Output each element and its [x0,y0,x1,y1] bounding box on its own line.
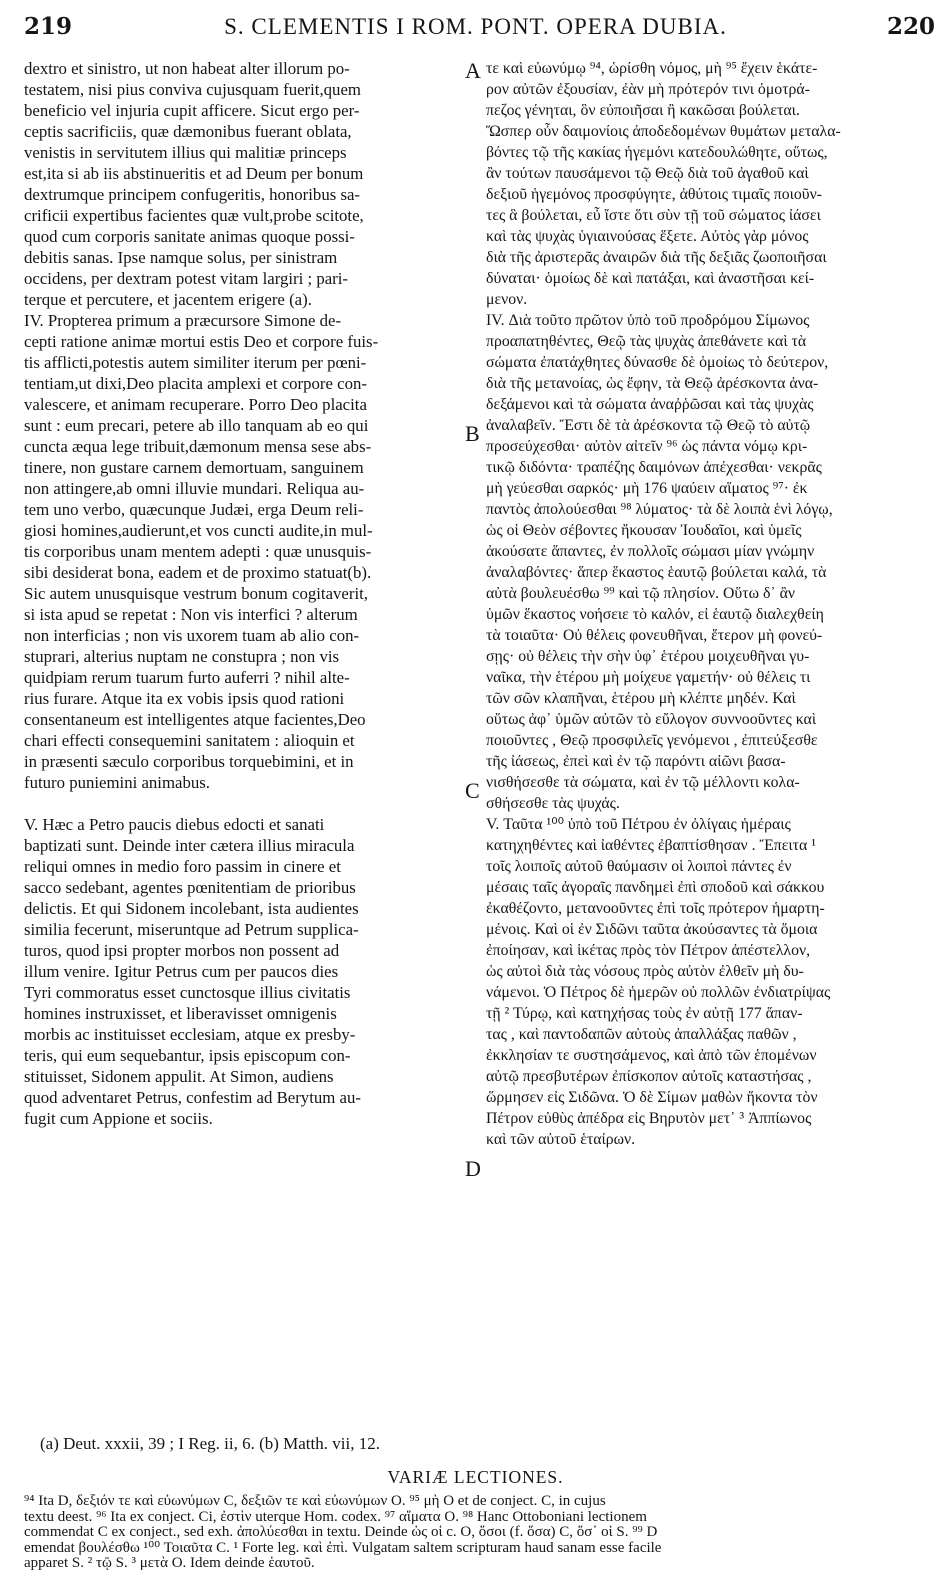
variae-lectiones-title: VARIÆ LECTIONES. [387,1467,564,1487]
latin-line: testatem, nisi pius conviva cujusquam fuerit,quem [24,80,361,99]
latin-line: Sic autem unusquisque vestrum bonum cogitaverit, [24,584,368,603]
greek-line: μέσαις ταῖς ἀγοραῖς πανδημεὶ ἐπὶ σποδοῦ καὶ σάκκου [486,879,825,896]
latin-line: similia fecerunt, miseruntque ad Petrum supplica- [24,920,359,939]
greek-line: Ὥσπερ οὖν δαιμονίοις ἀποδεδομένων θυμάτων μεταλα- [486,123,841,140]
greek-line: πεζος γένηται, ὃν εὐποιῆσαι ἢ κακῶσαι βούλεται. [486,102,800,119]
greek-line: ὡς αὐτοὶ διὰ τὰς νόσους πρὸς αὐτὸν ἐλθεῖν μὴ δυ- [486,963,804,980]
latin-line: morbis ac instituisset ecclesiam, atque ex presby- [24,1025,356,1044]
latin-line: sunt : eum precari, petere ab illo tanquam ab eo qui [24,416,369,435]
latin-line: non attingere,ab omni illuvie mundari. Reliqua au- [24,479,365,498]
latin-line: baptizati sunt. Deinde inter cætera illius miracula [24,836,355,855]
greek-line: ἐποίησαν, καὶ ἱκέτας πρὸς τὸν Πέτρον ἀπέστελλον, [486,942,811,959]
greek-line: βόντες τῷ τῆς κακίας ἡγεμόνι κατεδουλώθητε, οὕτως, [486,144,828,161]
latin-line: teris, qui eum sequebantur, ipsis episcopum con- [24,1046,351,1065]
greek-line: τες ἃ βούλεται, εὖ ἴστε ὅτι σὺν τῇ τοῦ σώματος ἰάσει [486,207,821,224]
greek-line: δύναται· ὁμοίως δὲ καὶ πατάξαι, καὶ ἀναστῆσαι κεί- [486,270,815,287]
latin-line: sibi desiderat bona, eadem et de proximo statuat(b). [24,563,372,582]
scripture-footnote: (a) Deut. xxxii, 39 ; I Reg. ii, 6. (b) Matth. vii, 12. [40,1434,380,1453]
variant-reading-line: ⁹⁴ Ita D, δεξιόν τε καὶ εὐωνύμων C, δεξιῶν τε καὶ εὐωνύμων O. ⁹⁵ μὴ O et de conject. C, in cujus [24,1494,606,1509]
greek-line: ἀναλαβόντες· ἅπερ ἕκαστος ἑαυτῷ βούλεται καλά, τὰ [486,564,827,581]
latin-line: illum venire. Igitur Petrus cum per paucos dies [24,962,339,981]
variant-reading-line: emendat βουλέσθω ¹⁰⁰ Τοιαῦτα C. ¹ Forte leg. καὶ ἐπὶ. Vulgatam saltem scripturam haud sanam esse facile [24,1540,662,1556]
greek-line: ἂν τούτων παυσάμενοι τῷ Θεῷ διὰ τοῦ ἀγαθοῦ καὶ [486,165,809,182]
greek-line: τῶν σῶν κλαπῆναι, ἑτέρου μὴ κλέπτε μηδέν. Καὶ [486,690,796,707]
greek-line: ρον αὐτῶν ἐξουσίαν, ἐὰν μὴ πρότερόν τινι ὁμοτρά- [486,81,810,98]
variae-lectiones-body [24,1494,934,1572]
latin-line: dextro et sinistro, ut non habeat alter illorum po- [24,59,350,78]
latin-line: quod cum corporis sanitate animas quoque possi- [24,227,355,246]
greek-line: δεξιοῦ ἡγεμόνος προσφύγητε, ἀθύτοις τιμαῖς ποιοῦν- [486,186,822,203]
latin-line: quod adventaret Petrus, confestim ad Berytum au- [24,1088,361,1107]
latin-line: tis corporibus unam mentem adepti : quæ unusquis- [24,542,372,561]
latin-line: giosi homines,audierunt,et vos cuncti audite,in mul- [24,521,373,540]
greek-line: προσεύχεσθαι· αὐτὸν αἰτεῖν ⁹⁶ ὡς πάντα νόμῳ κρι- [486,438,808,455]
greek-line: αὐτὰ βουλευέσθω ⁹⁹ καὶ τῷ πλησίον. Οὕτω δ᾽ ἂν [486,585,796,602]
greek-line: ὥρμησεν εἰς Σιδῶνα. Ὁ δὲ Σίμων μαθὼν ἥκοντα τὸν [486,1089,818,1106]
latin-line: homines instruxisset, et liberavisset omnigenis [24,1004,337,1023]
variant-reading-line: apparet S. ² τῷ S. ³ μετὰ O. Idem deinde ἑαυτοῦ. [24,1556,315,1571]
greek-line: καὶ τῶν αὐτοῦ ἑταίρων. [486,1131,636,1148]
latin-line: stuprari, alterius nuptam ne constupra ; non vis [24,647,340,666]
greek-line: νάμενοι. Ὁ Πέτρος δὲ ἡμερῶν οὐ πολλῶν ἐνδιατρίψας [486,984,831,1001]
right-page-number: 220 [886,13,935,40]
variant-reading-line: commendat C ex conject., sed exh. ἀπολύεσθαι in textu. Deinde ὡς οἱ c. O, ὅσοι (f. ὅσα) C, ὅσ᾽ οἱ S. ⁹⁹ D [24,1525,658,1540]
greek-line: παντὸς ἀπολούεσθαι ⁹⁸ λύματος· τὰ δὲ λοιπὰ ἑνὶ λόγῳ, [486,501,833,518]
margin-marker-d: D [465,1156,481,1181]
greek-line: Πέτρον εὐθὺς ἀπέδρα εἰς Βηρυτὸν μετ᾽ ³ Ἀππίωνος [486,1110,812,1127]
greek-line: διὰ τῆς μετανοίας, ὡς ἔφην, τὰ Θεῷ ἀρέσκοντα ἀνα- [486,375,819,392]
margin-marker-a: A [465,58,481,83]
greek-line: μενον. [486,291,528,308]
latin-line: fugit cum Appione et sociis. [24,1109,213,1128]
greek-column [486,58,932,1150]
greek-line: τε καὶ εὐωνύμῳ ⁹⁴, ὡρίσθη νόμος, μὴ ⁹⁵ ἔχειν ἑκάτε- [486,60,818,77]
latin-line: valescere, et animam recuperare. Porro Deo placita [24,395,367,414]
latin-line: futuro puniemini animabus. [24,773,210,792]
latin-column [24,58,464,1129]
greek-line: τὰ τοιαῦτα· Οὐ θέλεις φονευθῆναι, ἕτερον μὴ φονεύ- [486,627,823,644]
latin-line: quidpiam rerum tuarum furto auferri ? nihil alte- [24,668,350,687]
greek-line: ἀναλαβεῖν. Ἔστι δὲ τὰ ἀρέσκοντα τῷ Θεῷ τὸ αὐτῷ [486,417,811,434]
margin-marker-b: B [465,421,480,446]
latin-line: tem uno verbo, quæcunque Judæi, erga Deum reli- [24,500,364,519]
greek-line: μὴ γεύεσθαι σαρκός· μὴ 176 ψαύειν αἵματος ⁹⁷· ἐκ [486,480,808,497]
margin-marker-c: C [465,778,480,803]
latin-line: rius furare. Atque ita ex vobis ipsis quod rationi [24,689,345,708]
latin-line: V. Hæc a Petro paucis diebus edocti et sanati [24,815,325,834]
latin-line: occidens, per dextram potest vitam largiri ; pari- [24,269,349,288]
greek-line: οὕτως ἀφ᾽ ὑμῶν αὐτῶν τὸ εὔλογον συννοοῦντες καὶ [486,711,817,728]
greek-line: αὐτῷ πρεσβυτέρων ἐπίσκοπον αὐτοῖς καταστήσας , [486,1068,812,1085]
greek-line: τῆς ἰάσεως, ἐπεὶ καὶ ἐν τῷ παρόντι αἰῶνι βασα- [486,753,786,770]
latin-line: venistis in servitutem illius qui malitiæ princeps [24,143,347,162]
greek-line: ὡς οἱ Θεὸν σέβοντες ἤκουσαν Ἰουδαῖοι, καὶ ὑμεῖς [486,522,802,539]
latin-line: cepti ratione animæ mortui estis Deo et corpore fuis- [24,332,379,351]
latin-line: in præsenti sæculo corporibus torquebimini, et in [24,752,354,771]
latin-line: stituisset, Sidonem appulit. At Simon, audiens [24,1067,334,1086]
greek-line: ἐκκλησίαν τε συστησάμενος, καὶ ἀπὸ τῶν ἑπομένων [486,1047,817,1064]
greek-line: IV. Διὰ τοῦτο πρῶτον ὑπὸ τοῦ προδρόμου Σίμωνος [486,312,810,329]
greek-line: διὰ τῆς ἀριστερᾶς ἀναιρῶν διὰ τῆς δεξιᾶς ζωοποιῆσαι [486,249,827,266]
greek-line: καὶ τὰς ψυχὰς ὑγιαινούσας ἕξετε. Αὐτὸς γὰρ μόνος [486,228,809,245]
latin-line: chari effecti consequemini sanitatem : alioquin et [24,731,355,750]
greek-line: V. Ταῦτα ¹⁰⁰ ὑπὸ τοῦ Πέτρου ἐν ὀλίγαις ἡμέραις [486,816,791,833]
greek-line: μένοις. Καὶ οἱ ἐν Σιδῶνι ταῦτα ἀκούσαντες τὰ ὅμοια [486,921,818,938]
greek-line: τῇ ² Τύρῳ, καὶ κατηχήσας τοὺς ἐν αὐτῇ 177 ἅπαν- [486,1005,803,1022]
greek-line: τικῷ διδόντα· τραπέζης δαιμόνων ἀπέχεσθαι· νεκρᾶς [486,459,822,476]
greek-line: σώματα ἐπατάχθητες δύνασθε δὲ ὁμοίως τὸ δεύτερον, [486,354,829,371]
section-spacer [24,793,464,814]
greek-line: ναῖκα, τὴν ἑτέρου μὴ μοίχευε γαμετήν· οὐ θέλεις τι [486,669,811,686]
greek-line: σῃς· οὐ θέλεις τὴν σὴν ὑφ᾽ ἑτέρου μοιχευθῆναι γυ- [486,648,810,665]
greek-line: τας , καὶ παντοδαπῶν αὐτοὺς ἀπαλλάξας παθῶν , [486,1026,797,1043]
latin-line: reliqui omnes in medio foro passim in cinere et [24,857,341,876]
latin-line: tentiam,ut dixi,Deo placita amplexi et corpore con- [24,374,367,393]
greek-line: ὑμῶν ἕκαστος νοήσειε τὸ καλόν, εἰ ἑαυτῷ διαλεχθείη [486,606,824,623]
latin-line: non interficias ; non vis uxorem tuam ab alio con- [24,626,360,645]
latin-line: consentaneum est intelligentes atque facientes,Deo [24,710,366,729]
latin-line: delictis. Et qui Sidonem incolebant, ista audientes [24,899,359,918]
latin-line: tinere, non gustare carnem demortuam, sanguinem [24,458,364,477]
greek-line: προαπατηθέντες, Θεῷ τὰς ψυχὰς ἀπεθάνετε καὶ τὰ [486,333,807,350]
latin-line: terque et percutere, et jacentem erigere (a). [24,290,312,309]
latin-line: beneficio vel injuria cupit afficere. Sicut ergo per- [24,101,360,120]
latin-line: si ista apud se repetat : Non vis interfici ? alterum [24,605,358,624]
greek-line: ποιοῦντες , Θεῷ προσφιλεῖς γενόμενοι , ἐπιτεύξεσθε [486,732,818,749]
latin-line: cuncta æqua lege tribuit,dæmonum mensa sese abs- [24,437,372,456]
latin-line: ceptis sacrificiis, quæ dæmonibus fuerant oblata, [24,122,352,141]
running-title: S. CLEMENTIS I ROM. PONT. OPERA DUBIA. [224,14,727,39]
greek-line: δεξάμενοι καὶ τὰ σώματα ἀναῤῥῶσαι καὶ τὰς ψυχὰς [486,396,814,413]
latin-line: IV. Propterea primum a præcursore Simone de- [24,311,342,330]
latin-line: est,ita si ab iis abstinueritis et ad Deum per bonum [24,164,364,183]
greek-line: κατηχηθέντες καὶ ἰαθέντες ἐβαπτίσθησαν . Ἔπειτα ¹ [486,837,816,854]
greek-line: σθήσεσθε τὰς ψυχάς. [486,795,620,812]
greek-line: νισθήσεσθε τὰ σώματα, καὶ ἐν τῷ μέλλοντι κολα- [486,774,800,791]
latin-line: turos, quod ipsi propter morbos non possent ad [24,941,340,960]
latin-line: dextrumque principem confugeritis, honoribus sa- [24,185,361,204]
latin-line: Tyri commoratus esset cunctosque illius civitatis [24,983,351,1002]
greek-line: ἀκούσατε ἅπαντες, ἐν πολλοῖς σώμασι μίαν γνώμην [486,543,815,560]
greek-line: ἐκαθέζοντο, μετανοοῦντες ἐπὶ τοῖς πρότερον ἡμαρτη- [486,900,825,917]
latin-line: tis afflicti,potestis autem similiter iterum per pœni- [24,353,367,372]
latin-line: debitis sanas. Ipse namque solus, per sinistram [24,248,338,267]
latin-line: crificii expertibus facientes quæ vult,probe scitote, [24,206,364,225]
left-page-number: 219 [24,13,73,40]
greek-line: τοῖς λοιποῖς αὐτοῦ θαύμασιν οἱ λοιποὶ πάντες ἐν [486,858,792,875]
variant-reading-line: textu deest. ⁹⁶ Ita ex conject. Ci, ἐστὶν uterque Hom. codex. ⁹⁷ αἵματα O. ⁹⁸ Hanc Ottoboniani lectionem [24,1509,647,1525]
latin-line: sacco sedebant, agentes pœnitentiam de prioribus [24,878,356,897]
